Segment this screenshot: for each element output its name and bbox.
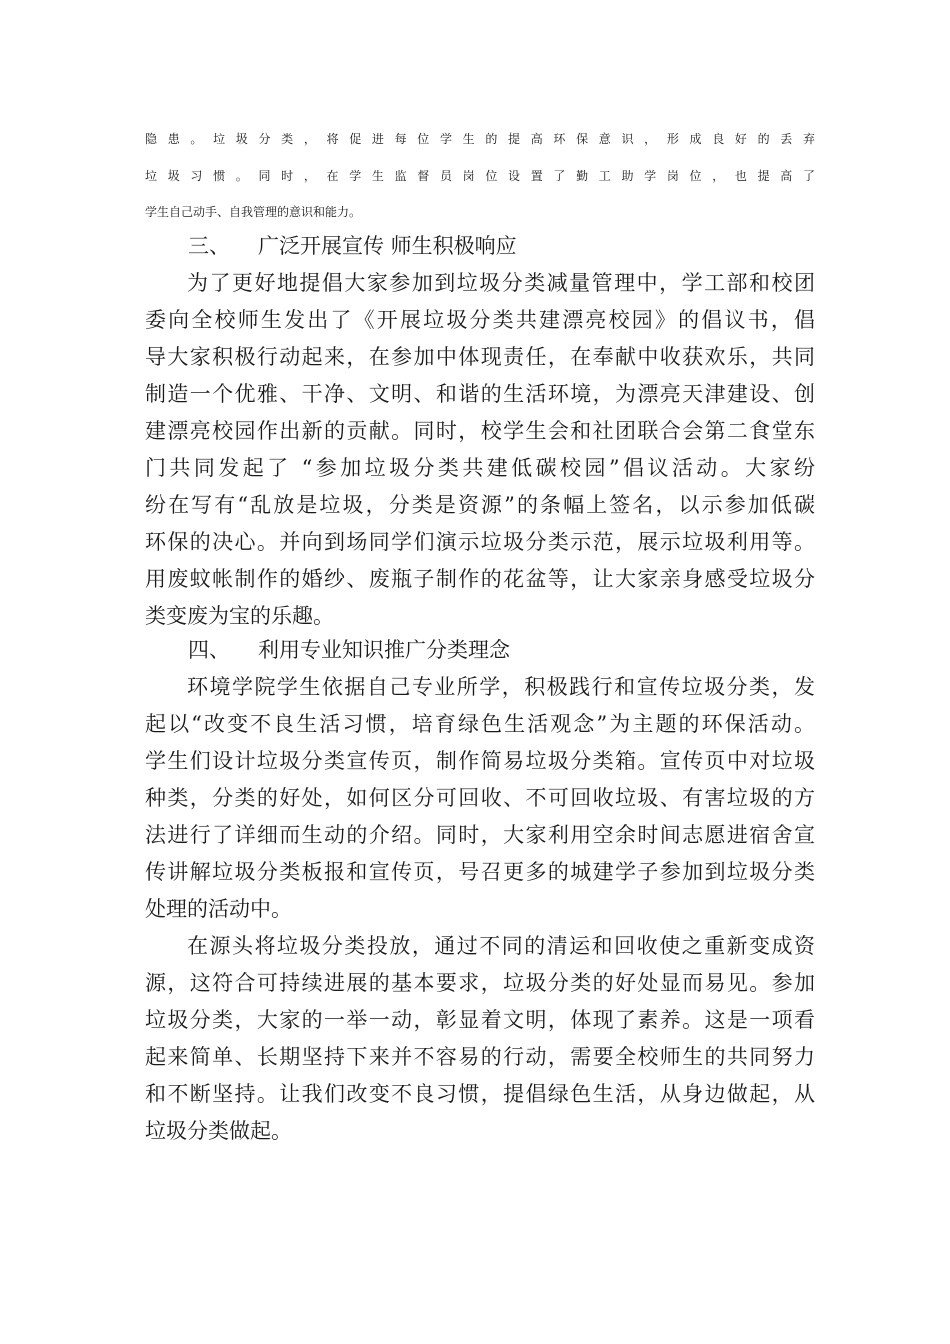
section-4-p1-line-1: 环境学院学生依据自己专业所学，积极践行和宣传垃圾分类，发 — [187, 675, 815, 699]
section-3-line-10: 类变废为宝的乐趣。 — [145, 604, 334, 628]
section-3-line-1: 为了更好地提倡大家参加到垃圾分类减量管理中，学工部和校团 — [187, 271, 815, 295]
section-4-p2-line-5: 和不断坚持。让我们改变不良习惯，提倡绿色生活，从身边做起，从 — [145, 1082, 815, 1106]
intro-line-3: 学生自己动手、自我管理的意识和能力。 — [145, 205, 362, 219]
section-4-p1-line-7: 处理的活动中。 — [145, 897, 292, 921]
section-4-p2-line-2: 源，这符合可持续进展的基本要求，垃圾分类的好处显而易见。参加 — [145, 971, 815, 995]
section-3-line-2: 委向全校师生发出了《开展垃圾分类共建漂亮校园》的倡议书，倡 — [145, 308, 815, 332]
section-3-heading — [188, 232, 517, 260]
section-4-title: 利用专业知识推广分类理念 — [258, 638, 510, 662]
section-4-p2-line-6: 垃圾分类做起。 — [145, 1119, 292, 1143]
section-3-line-6: 门共同发起了 “参加垃圾分类共建低碳校园”倡议活动。大家纷 — [145, 456, 815, 480]
section-4-p1-line-5: 法进行了详细而生动的介绍。同时，大家利用空余时间志愿进宿舍宣 — [145, 823, 815, 847]
section-3-line-4: 制造一个优雅、干净、文明、和谐的生活环境，为漂亮天津建设、创 — [145, 382, 815, 406]
intro-line-2: 垃圾习惯。同时，在学生监督员岗位设置了勤工助学岗位，也提高了 — [145, 169, 815, 183]
intro-line-1: 隐患。垃圾分类，将促进每位学生的提高环保意识，形成良好的丢弃 — [145, 132, 815, 146]
section-3-number: 三、 — [188, 234, 230, 258]
section-3-title: 广泛开展宣传 师生积极响应 — [258, 234, 517, 258]
section-4-p1-line-3: 学生们设计垃圾分类宣传页，制作简易垃圾分类箱。宣传页中对垃圾 — [145, 749, 815, 773]
section-3-line-8: 环保的决心。并向到场同学们演示垃圾分类示范，展示垃圾利用等。 — [145, 530, 815, 554]
section-4-p2-line-4: 起来简单、长期坚持下来并不容易的行动，需要全校师生的共同努力 — [145, 1045, 815, 1069]
section-4-p2-line-1: 在源头将垃圾分类投放，通过不同的清运和回收使之重新变成资 — [187, 934, 815, 958]
section-4-p2-line-3: 垃圾分类，大家的一举一动，彰显着文明，体现了素养。这是一项看 — [145, 1008, 815, 1032]
section-3-line-3: 导大家积极行动起来，在参加中体现责任，在奉献中收获欢乐，共同 — [145, 345, 815, 369]
section-4-p1-line-2: 起以“改变不良生活习惯，培育绿色生活观念”为主题的环保活动。 — [145, 712, 815, 736]
section-4-p1-line-4: 种类，分类的好处，如何区分可回收、不可回收垃圾、有害垃圾的方 — [145, 786, 815, 810]
section-4-heading — [188, 636, 510, 664]
section-3-line-7: 纷在写有“乱放是垃圾，分类是资源”的条幅上签名，以示参加低碳 — [145, 493, 815, 517]
section-4-p1-line-6: 传讲解垃圾分类板报和宣传页，号召更多的城建学子参加到垃圾分类 — [145, 860, 815, 884]
section-3-line-5: 建漂亮校园作出新的贡献。同时，校学生会和社团联合会第二食堂东 — [145, 419, 815, 443]
section-4-number: 四、 — [188, 638, 230, 662]
section-3-line-9: 用废蚊帐制作的婚纱、废瓶子制作的花盆等，让大家亲身感受垃圾分 — [145, 567, 815, 591]
